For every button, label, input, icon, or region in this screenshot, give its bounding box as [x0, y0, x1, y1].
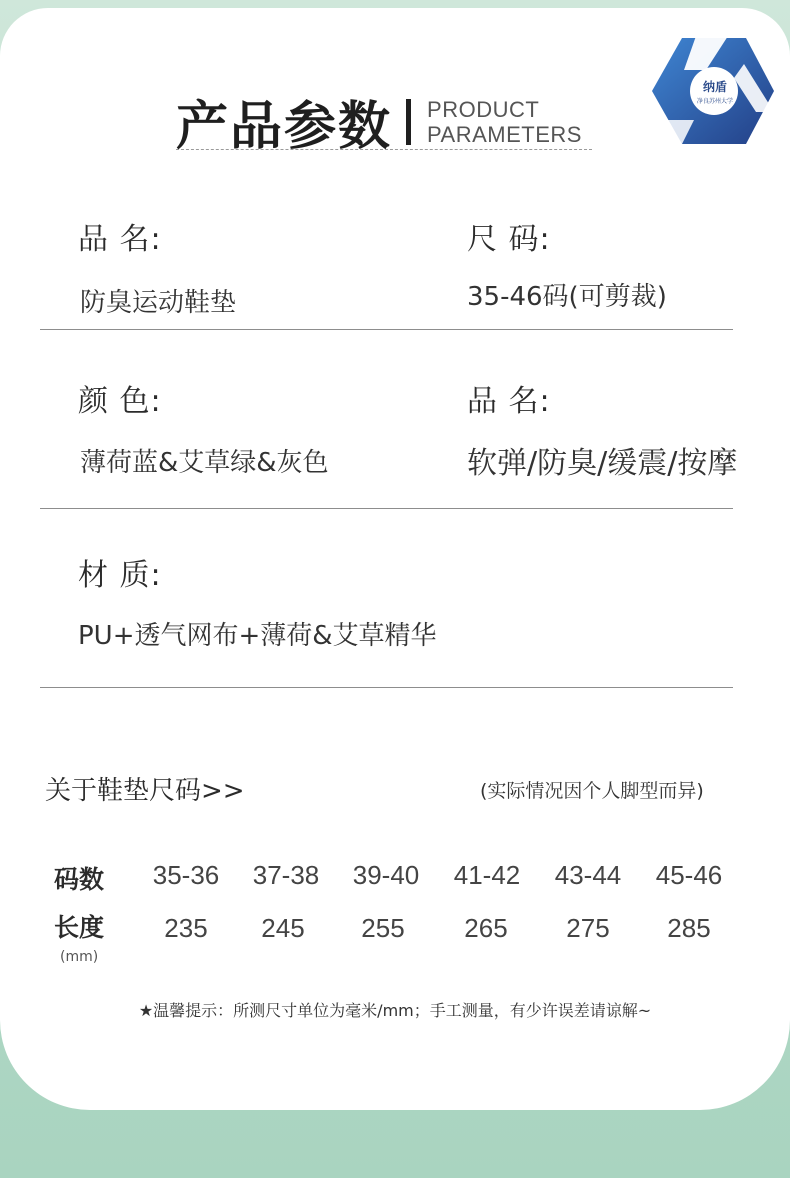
separator: [40, 687, 733, 688]
section-title: [176, 84, 582, 159]
param-label-size: 尺 码:: [467, 222, 551, 257]
length-cell: 245: [261, 913, 305, 943]
length-cell: 285: [667, 913, 711, 943]
title-en: [427, 97, 582, 147]
length-cell: 275: [566, 913, 610, 943]
size-cell: 41-42: [453, 860, 521, 890]
measurement-tip: ★温馨提示：所测尺寸单位为毫米/mm；手工测量，有少许误差请谅解~: [138, 1001, 652, 1020]
size-section-title: 关于鞋垫尺码>>: [45, 776, 245, 806]
size-cell: 37-38: [252, 860, 320, 890]
param-label-name: 品 名:: [78, 222, 162, 257]
param-label-material: 材 质:: [78, 558, 162, 593]
size-cell: 35-36: [152, 860, 220, 890]
separator: [40, 329, 733, 330]
hexagon-logo-icon: [648, 34, 776, 148]
title-cn: 产品参数: [176, 97, 393, 157]
length-unit: (mm): [60, 949, 99, 965]
size-cell: 45-46: [655, 860, 723, 890]
param-value-material: PU+透气网布+薄荷&艾草精华: [78, 621, 437, 651]
param-value-size: 35-46码(可剪裁): [467, 282, 667, 312]
param-label-feature: 品 名:: [467, 384, 551, 419]
product-parameters-card: [0, 8, 790, 1110]
size-row-label: 码数: [54, 865, 105, 894]
param-value-name: 防臭运动鞋垫: [80, 288, 237, 318]
title-divider: [406, 99, 411, 145]
logo-subtitle: 净良苏州大学: [696, 98, 733, 105]
size-section-note: (实际情况因个人脚型而异): [480, 780, 704, 802]
length-row-label: 长度: [54, 913, 105, 942]
param-value-color: 薄荷蓝&艾草绿&灰色: [80, 448, 329, 478]
logo-name: 纳盾: [702, 80, 727, 94]
length-cell: 255: [361, 913, 405, 943]
separator: [40, 508, 733, 509]
param-value-feature: 软弹/防臭/缓震/按摩: [467, 446, 738, 481]
length-cell: 265: [464, 913, 508, 943]
title-underline: [176, 149, 592, 150]
title-en-line2: PARAMETERS: [427, 121, 582, 147]
title-en-line1: PRODUCT: [427, 96, 540, 122]
size-cell: 39-40: [352, 860, 420, 890]
param-label-color: 颜 色:: [78, 384, 162, 419]
size-cell: 43-44: [554, 860, 622, 890]
length-cell: 235: [164, 913, 208, 943]
